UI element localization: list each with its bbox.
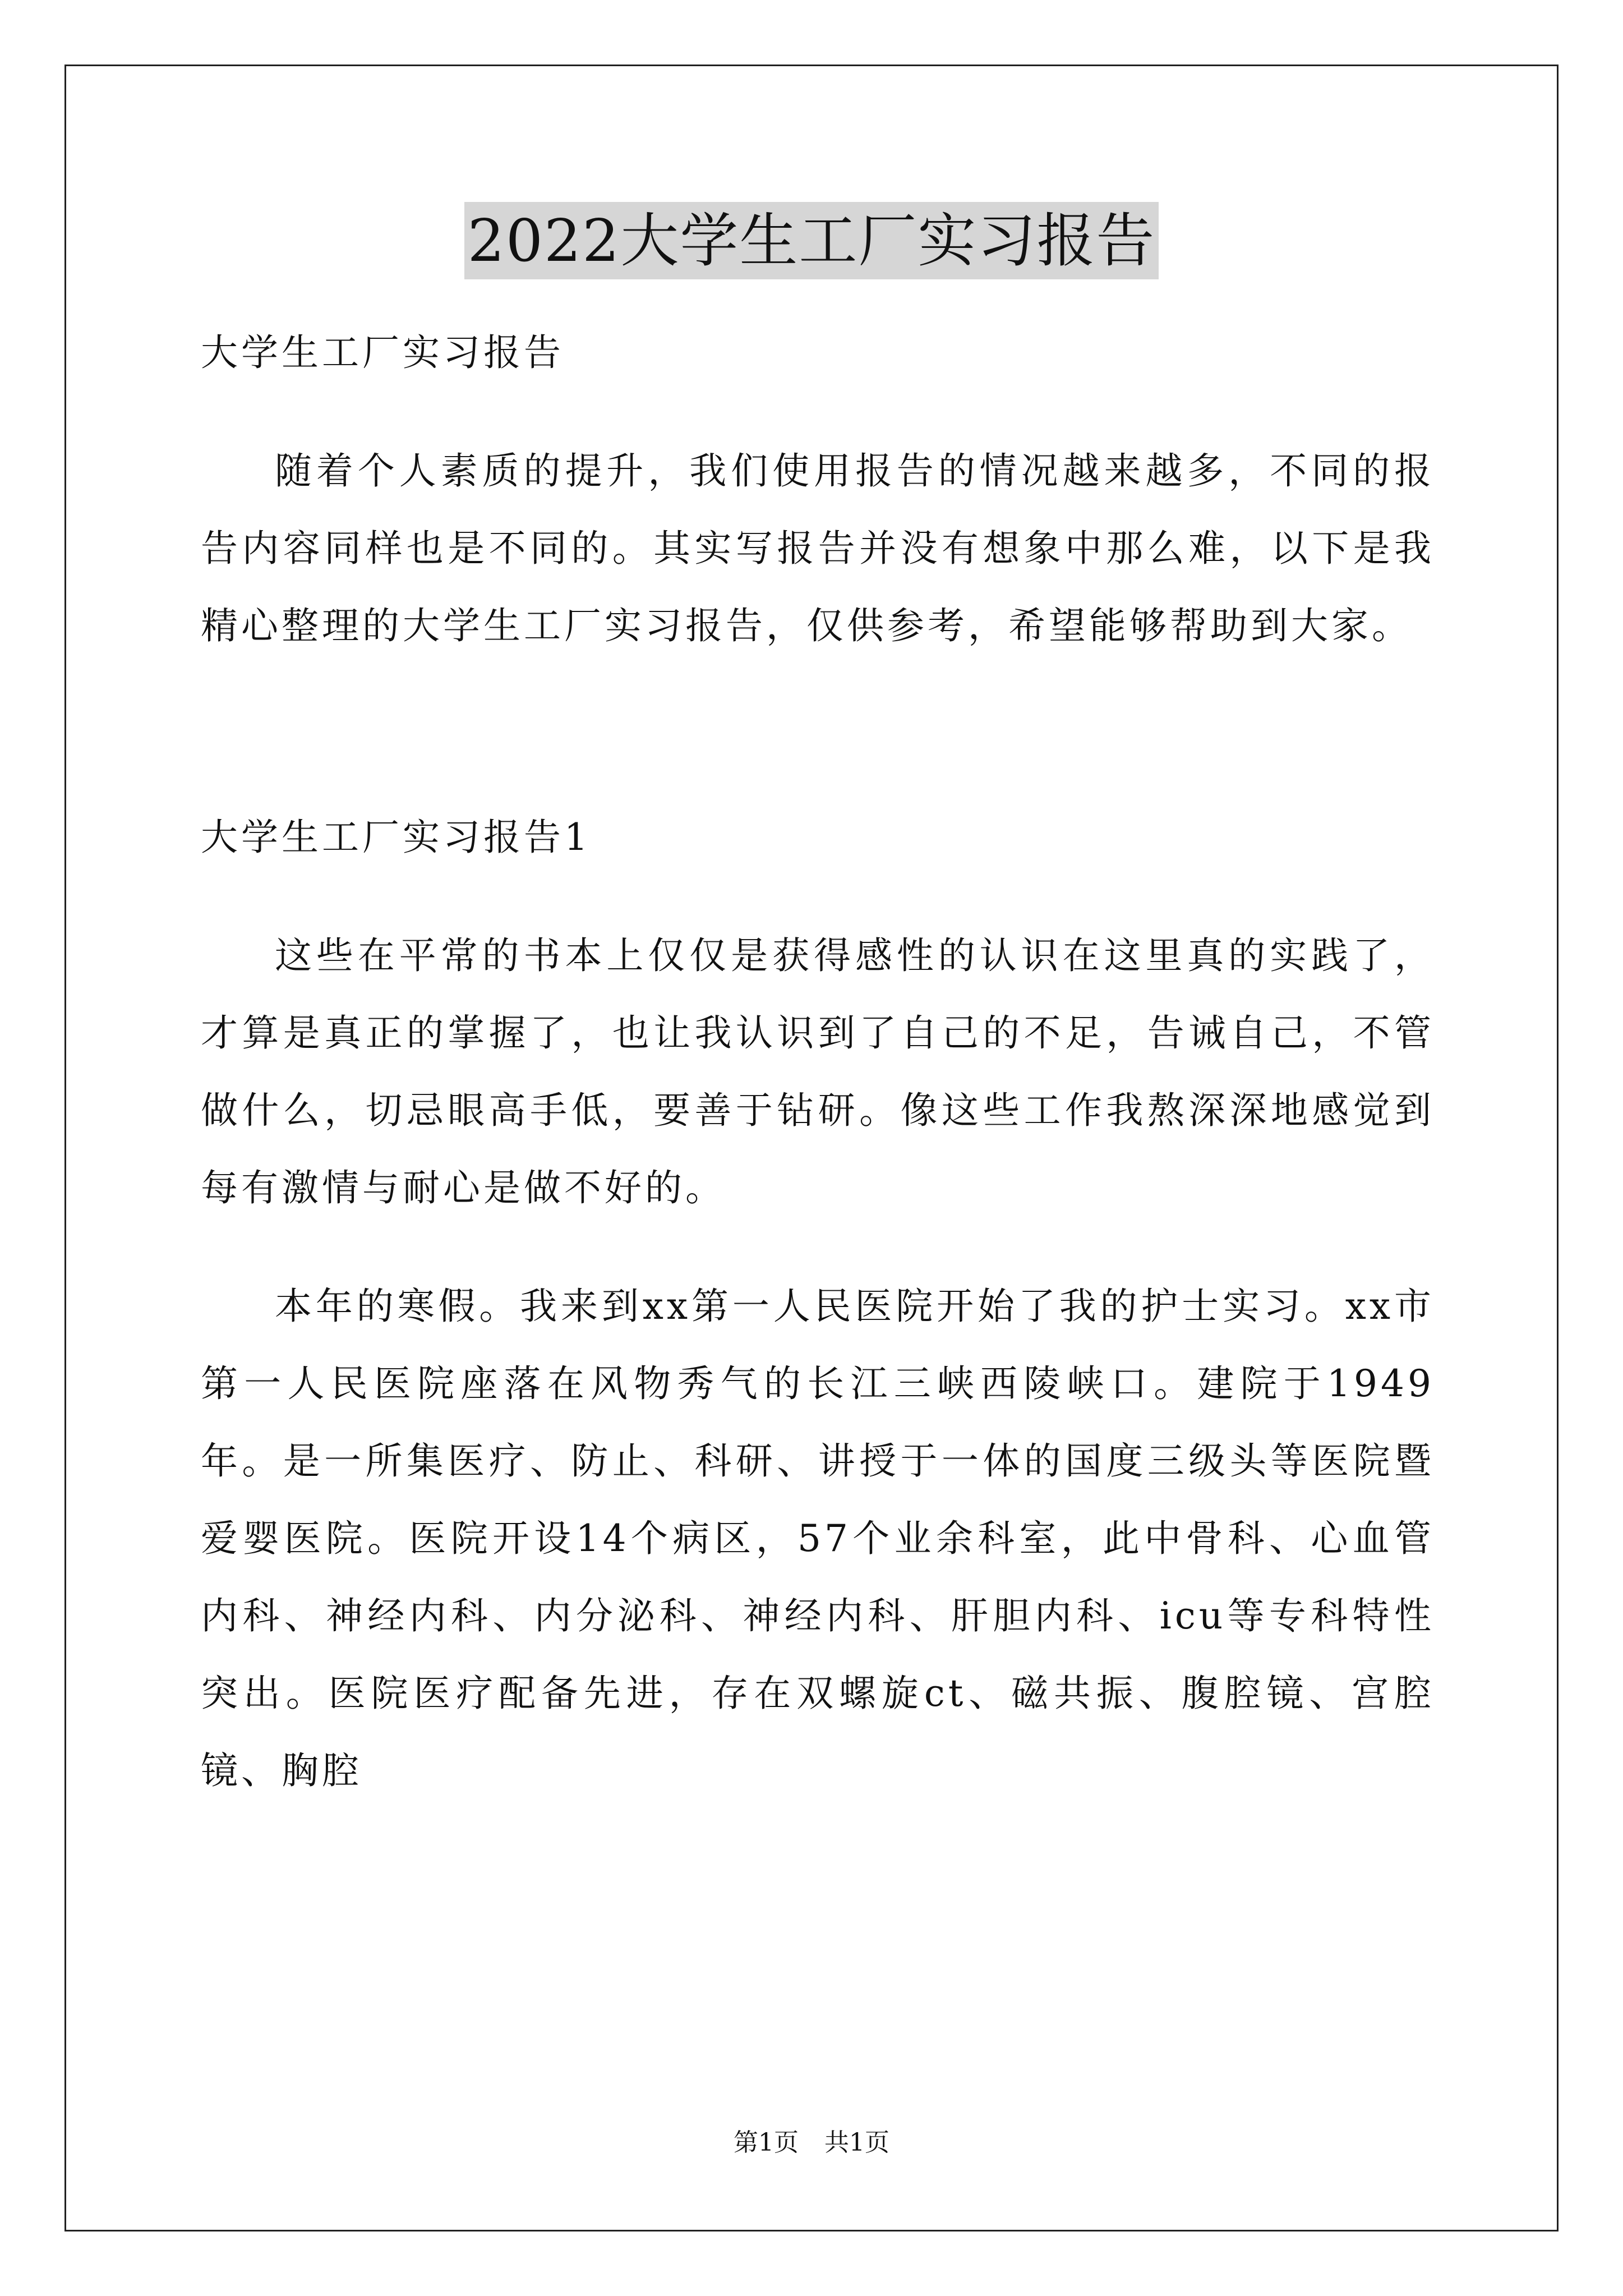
spacer bbox=[201, 876, 1435, 917]
body-paragraph-2: 本年的寒假。我来到xx第一人民医院开始了我的护士实习。xx市第一人民医院座落在风物秀气的长江三峡西陵峡口。建院于1949年。是一所集医疗、防止、科研、讲授于一体的国度三级头等医院暨爱婴医院。医院开设14个病区，57个业余科室，此中骨科、心血管内科、神经内科、内分泌科、神经内科、肝胆内科、icu等专科特性突出。医院医疗配备先进，存在双螺旋ct、磁共振、腹腔镜、宫腔镜、胸腔 bbox=[201, 1285, 1435, 1792]
spacer bbox=[201, 1227, 1435, 1268]
spacer bbox=[201, 392, 1435, 432]
document-title-text: 2022大学生工厂实习报告 bbox=[464, 202, 1159, 279]
intro-paragraph: 随着个人素质的提升，我们使用报告的情况越来越多，不同的报告内容同样也是不同的。其实写报告并没有想象中那么难，以下是我精心整理的大学生工厂实习报告，仅供参考，希望能够帮助到大家。 bbox=[201, 449, 1435, 647]
section-heading: 大学生工厂实习报告1 bbox=[201, 816, 591, 859]
document-body bbox=[201, 314, 1435, 1810]
document-title bbox=[0, 202, 1623, 279]
body-paragraph-1: 这些在平常的书本上仅仅是获得感性的认识在这里真的实践了，才算是真正的掌握了，也让我认识到了自己的不足，告诫自己，不管做什么，切忌眼高手低，要善于钻研。像这些工作我熬深深地感觉到每有激情与耐心是做不好的。 bbox=[201, 934, 1435, 1209]
page-number-current: 第1页 bbox=[734, 2128, 799, 2157]
page-number-total: 共1页 bbox=[824, 2128, 889, 2157]
page-footer bbox=[0, 2126, 1623, 2160]
intro-heading: 大学生工厂实习报告 bbox=[201, 331, 564, 374]
spacer bbox=[201, 665, 1435, 799]
